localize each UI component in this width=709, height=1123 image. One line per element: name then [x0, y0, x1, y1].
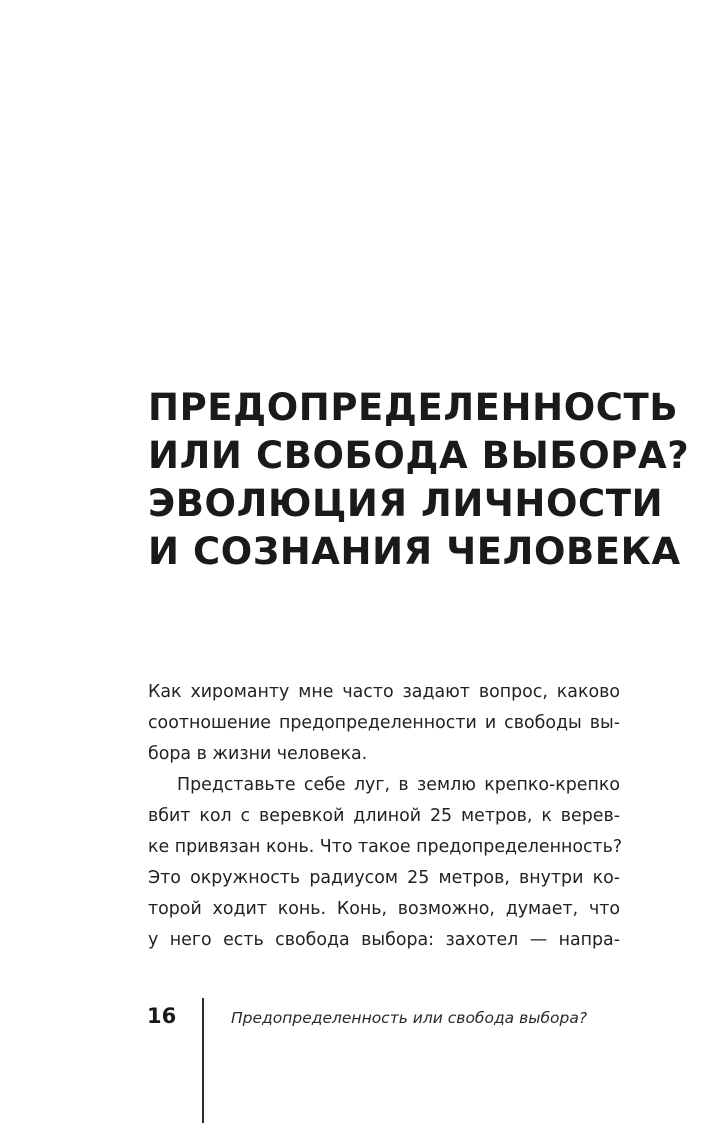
chapter-title-line: ПРЕДОПРЕДЕЛЕННОСТЬ — [148, 386, 679, 429]
chapter-title-line: И СОЗНАНИЯ ЧЕЛОВЕКА — [148, 530, 681, 573]
body-text — [148, 677, 623, 956]
chapter-title-line: ИЛИ СВОБОДА ВЫБОРА? — [148, 434, 690, 477]
body-text-line: Это окружность радиусом 25 метров, внутри ко- — [148, 868, 620, 888]
body-text-line: вбит кол с веревкой длиной 25 метров, к верев- — [148, 806, 620, 826]
chapter-title — [148, 384, 688, 576]
running-title: Предопределенность или свобода выбора? — [231, 1009, 588, 1027]
page-number: 16 — [147, 1004, 177, 1028]
body-text-line: соотношение предопределенности и свободы вы- — [148, 713, 620, 733]
body-text-line: Как хироманту мне часто задают вопрос, каково — [148, 682, 620, 702]
body-text-line: Представьте себе луг, в землю крепко-крепко — [177, 775, 620, 795]
body-text-line: у него есть свобода выбора: захотел — напра- — [148, 930, 620, 950]
chapter-title-line: ЭВОЛЮЦИЯ ЛИЧНОСТИ — [148, 482, 664, 525]
body-text-line: торой ходит конь. Конь, возможно, думает, что — [148, 899, 620, 919]
body-text-line: бора в жизни человека. — [148, 744, 368, 764]
body-text-line: ке привязан конь. Что такое предопределенность? — [148, 837, 623, 857]
footer-divider — [202, 998, 204, 1123]
